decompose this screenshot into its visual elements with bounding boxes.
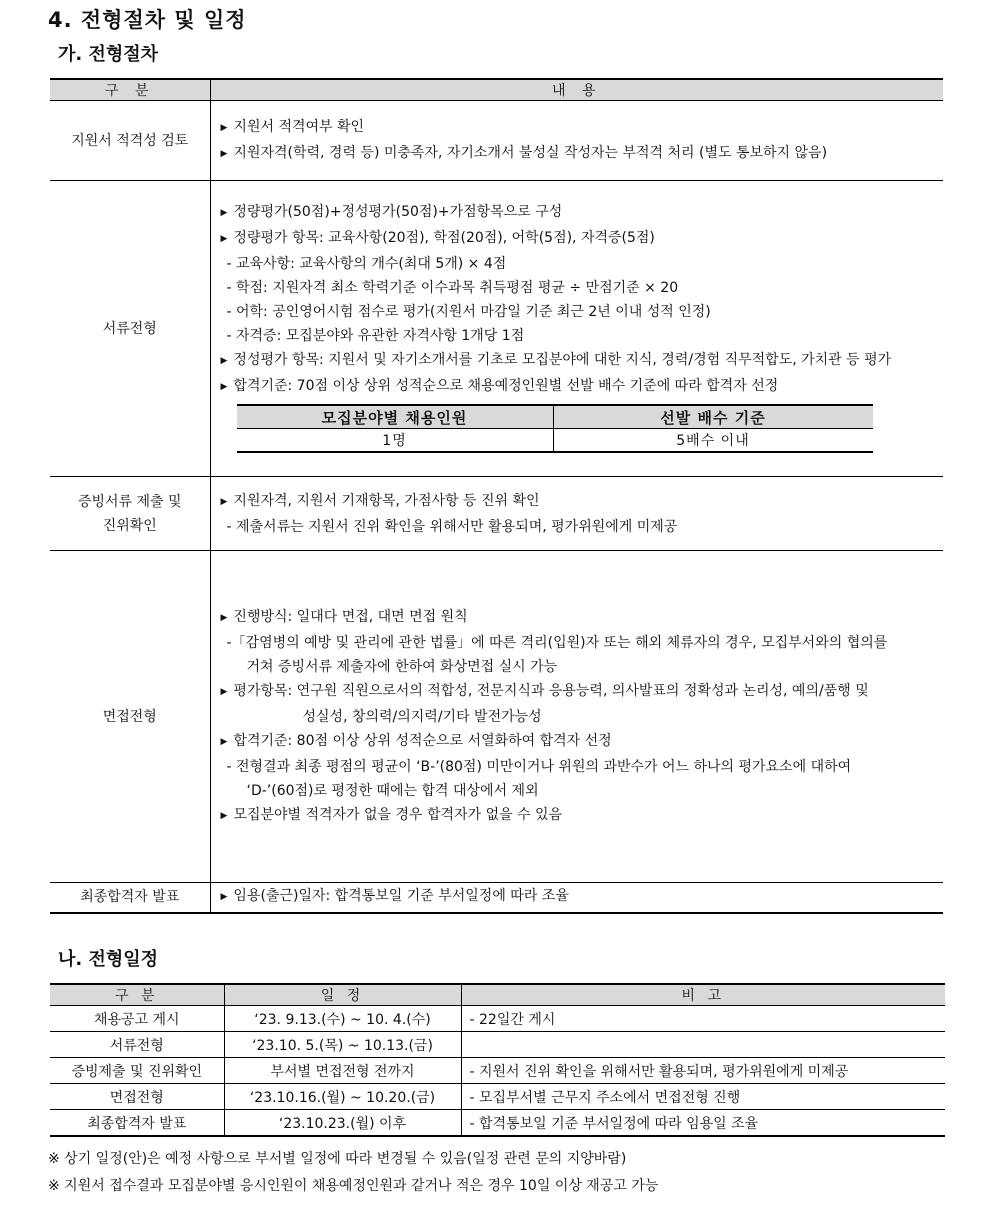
schedule-title: 나. 전형일정 — [58, 949, 159, 970]
schedule-remark: - 22일간 게시 — [461, 1006, 945, 1032]
content-line: 거쳐 증빙서류 제출자에 한하여 화상면접 실시 가능 — [246, 658, 558, 675]
row-label: 면접전형 — [102, 708, 157, 725]
content-line: - 교육사항: 교육사항의 개수(최대 5개) × 4점 — [226, 256, 507, 272]
schedule-date: ‘23.10.16.(월) ~ 10.20.(금) — [224, 1084, 461, 1110]
sub-cell-ratio: 5배수 이내 — [553, 429, 873, 453]
content-line: ‘D-’(60점)로 평정한 때에는 합격 대상에서 제외 — [246, 782, 539, 799]
schedule-row — [50, 1032, 945, 1058]
schedule-date: ‘23.10.23.(월) 이후 — [224, 1110, 461, 1137]
procedure-header-content: 내 용 — [210, 79, 943, 101]
schedule-date: ‘23.10. 5.(목) ~ 10.13.(금) — [224, 1032, 461, 1058]
content-line: 진행방식: 일대다 면접, 대면 면접 원칙 — [233, 608, 468, 625]
schedule-table — [50, 983, 945, 1137]
content-line: 정량평가 항목: 교육사항(20점), 학점(20점), 어학(5점), 자격증(5점) — [233, 230, 655, 246]
content-line: - 전형결과 최종 평점의 평균이 ‘B-’(80점) 미만이거나 위원의 과반수가 어느 하나의 평가요소에 대하여 — [226, 758, 852, 775]
content-line: - 어학: 공인영어시험 점수로 평가(지원서 마감일 기준 최근 2년 이내 성적 인정) — [226, 304, 711, 320]
bullet-icon: ▶ — [220, 148, 228, 159]
bullet-icon: ▶ — [220, 736, 228, 747]
content-line: 성실성, 창의력/의지력/기타 발전가능성 — [302, 708, 542, 725]
row-label: 서류전형 — [102, 320, 157, 337]
schedule-header-date: 일 정 — [224, 984, 461, 1006]
procedure-header-category: 구 분 — [50, 79, 210, 101]
row-label: 진위확인 — [102, 517, 157, 534]
schedule-remark — [461, 1032, 945, 1058]
content-line: - 자격증: 모집분야와 유관한 자격사항 1개당 1점 — [226, 328, 525, 344]
procedure-row-final-announcement — [50, 883, 943, 913]
bullet-icon: ▶ — [220, 208, 228, 218]
schedule-date: ‘23. 9.13.(수) ~ 10. 4.(수) — [224, 1006, 461, 1032]
schedule-remark: - 모집부서별 근무지 주소에서 면접전형 진행 — [461, 1084, 945, 1110]
content-line: 정성평가 항목: 지원서 및 자기소개서를 기초로 모집분야에 대한 지식, 경력/경험 직무적합도, 가치관 등 평가 — [233, 352, 892, 368]
row-label: 증빙서류 제출 및 — [77, 493, 182, 510]
sub-header-ratio: 선발 배수 기준 — [553, 405, 873, 429]
bullet-icon: ▶ — [220, 382, 228, 392]
schedule-note: ※ 지원서 접수결과 모집분야별 응시인원이 채용예정인원과 같거나 적은 경우 10일 이상 재공고 가능 — [48, 1178, 659, 1194]
content-line: 평가항목: 연구원 직원으로서의 적합성, 전문지식과 응용능력, 의사발표의 정확성과 논리성, 예의/품행 및 — [233, 682, 869, 699]
bullet-icon: ▶ — [220, 496, 228, 507]
procedure-row-document-screening — [50, 181, 943, 477]
schedule-row — [50, 1110, 945, 1137]
schedule-category: 면접전형 — [50, 1084, 224, 1110]
schedule-category: 최종합격자 발표 — [50, 1110, 224, 1137]
schedule-date: 부서별 면접전형 전까지 — [224, 1058, 461, 1084]
procedure-row-eligibility — [50, 101, 943, 181]
content-line: 임용(출근)일자: 합격통보일 기준 부서일정에 따라 조율 — [233, 888, 569, 905]
row-label: 최종합격자 발표 — [80, 889, 180, 906]
schedule-row — [50, 1058, 945, 1084]
content-line: - 제출서류는 지원서 진위 확인을 위해서만 활용되며, 평가위원에게 미제공 — [226, 518, 678, 535]
content-line: 모집분야별 적격자가 없을 경우 합격자가 없을 수 있음 — [233, 806, 563, 823]
content-line: 지원자격, 지원서 기재항목, 가점사항 등 진위 확인 — [233, 492, 540, 509]
sub-cell-openings: 1명 — [237, 429, 554, 453]
schedule-category: 채용공고 게시 — [50, 1006, 224, 1032]
section-title: 4. 전형절차 및 일정 — [48, 8, 247, 32]
content-line: - 학점: 지원자격 최소 학력기준 이수과목 취득평점 평균 ÷ 만점기준 × 20 — [226, 280, 679, 296]
schedule-header-category: 구 분 — [50, 984, 224, 1006]
procedure-row-verification — [50, 477, 943, 551]
schedule-remark: - 합격통보일 기준 부서일정에 따라 임용일 조율 — [461, 1110, 945, 1137]
procedure-row-interview — [50, 551, 943, 883]
bullet-icon: ▶ — [220, 356, 228, 366]
bullet-icon: ▶ — [220, 234, 228, 244]
bullet-icon: ▶ — [220, 122, 228, 133]
content-line: 지원자격(학력, 경력 등) 미충족자, 자기소개서 불성실 작성자는 부적격 처리 (별도 통보하지 않음) — [233, 144, 828, 161]
content-line: -「감염병의 예방 및 관리에 관한 법률」에 따른 격리(입원)자 또는 해외 체류자의 경우, 모집부서와의 협의를 — [226, 634, 888, 651]
row-label: 지원서 적격성 검토 — [71, 132, 189, 149]
content-line: 합격기준: 80점 이상 상위 성적순으로 서열화하여 합격자 선정 — [233, 732, 612, 749]
schedule-note: ※ 상기 일정(안)은 예정 사항으로 부서별 일정에 따라 변경될 수 있음(일정 관련 문의 지양바람) — [48, 1151, 627, 1167]
bullet-icon: ▶ — [220, 892, 228, 903]
procedure-table — [50, 78, 943, 914]
procedure-title: 가. 전형절차 — [58, 44, 159, 65]
bullet-icon: ▶ — [220, 612, 228, 623]
selection-ratio-table — [237, 404, 873, 453]
bullet-icon: ▶ — [220, 810, 228, 821]
schedule-remark: - 지원서 진위 확인을 위해서만 활용되며, 평가위원에게 미제공 — [461, 1058, 945, 1084]
schedule-row — [50, 1006, 945, 1032]
schedule-category: 증빙제출 및 진위확인 — [50, 1058, 224, 1084]
schedule-category: 서류전형 — [50, 1032, 224, 1058]
content-line: 지원서 적격여부 확인 — [233, 118, 365, 135]
bullet-icon: ▶ — [220, 686, 228, 697]
content-line: 합격기준: 70점 이상 상위 성적순으로 채용예정인원별 선발 배수 기준에 따라 합격자 선정 — [233, 378, 779, 394]
content-line: 정량평가(50점)+정성평가(50점)+가점항목으로 구성 — [233, 204, 563, 220]
sub-header-openings: 모집분야별 채용인원 — [237, 405, 554, 429]
schedule-header-remarks: 비 고 — [461, 984, 945, 1006]
schedule-row — [50, 1084, 945, 1110]
